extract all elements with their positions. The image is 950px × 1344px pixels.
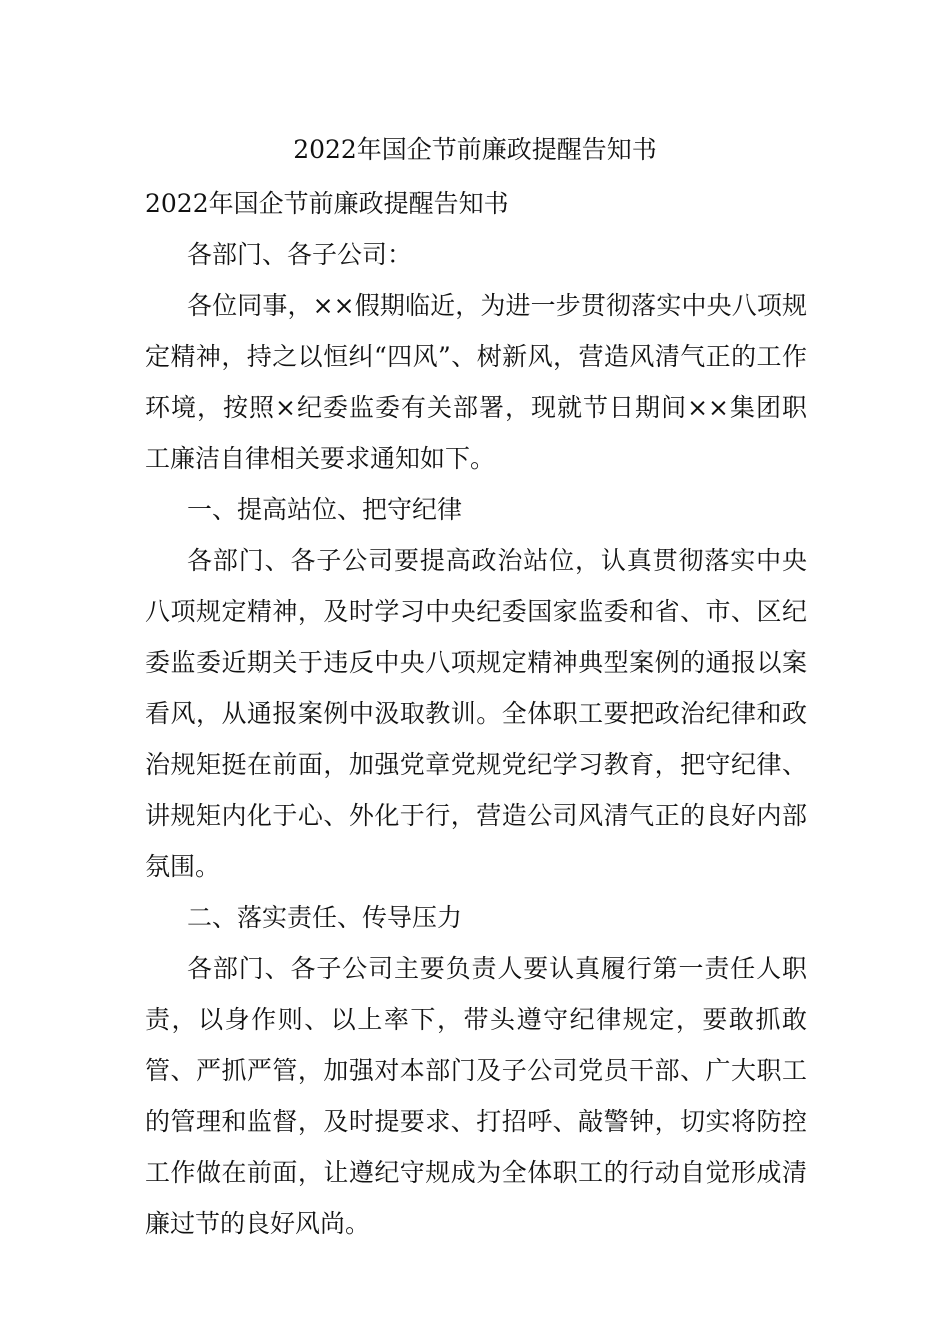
section-paragraph-2: 各部门、各子公司主要负责人要认真履行第一责任人职责，以身作则、以上率下，带头遵守纪律规定，要敢抓敢管、严抓严管，加强对本部门及子公司党员干部、广大职工的管理和监督，及时提要求、打招呼、敲警钟，切实将防控工作做在前面，让遵纪守规成为全体职工的行动自觉形成清廉过节的良好风尚。 — [145, 954, 807, 1238]
document-body — [145, 178, 807, 1249]
salutation: 各部门、各子公司： — [187, 240, 413, 269]
intro-paragraph: 各位同事，××假期临近，为进一步贯彻落实中央八项规定精神，持之以恒纠“四风”、树新风，营造风清气正的工作环境，按照×纪委监委有关部署，现就节日期间××集团职工廉洁自律相关要求通知如下。 — [145, 291, 807, 473]
document-title: 2022年国企节前廉政提醒告知书 — [293, 135, 657, 164]
section-heading-1: 一、提高站位、把守纪律 — [187, 495, 463, 524]
section-paragraph-1: 各部门、各子公司要提高政治站位，认真贯彻落实中央八项规定精神，及时学习中央纪委国家监委和省、市、区纪委监委近期关于违反中央八项规定精神典型案例的通报以案看风，从通报案例中汲取教训。全体职工要把政治纪律和政治规矩挺在前面，加强党章党规党纪学习教育，把守纪律、讲规矩内化于心、外化于行，营造公司风清气正的良好内部氛围。 — [145, 546, 807, 881]
section-heading-2: 二、落实责任、传导压力 — [187, 903, 463, 932]
document-subtitle: 2022年国企节前廉政提醒告知书 — [145, 189, 509, 218]
